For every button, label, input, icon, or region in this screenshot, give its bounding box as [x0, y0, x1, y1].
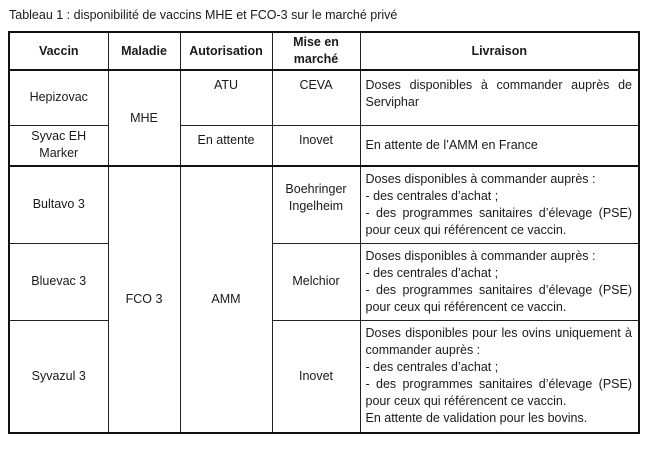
cell-maladie-mhe: MHE	[108, 70, 180, 166]
livraison-line: - des programmes sanitaires d’élevage (PSE) pour ceux qui référencent ce vaccin.	[365, 377, 632, 409]
cell-mise-line-1: Boehringer	[285, 182, 347, 196]
cell-mise-en-marche: Inovet	[272, 320, 360, 433]
cell-mise-en-marche: CEVA	[272, 70, 360, 125]
cell-mise-en-marche	[272, 166, 360, 243]
livraison-line: - des centrales d’achat ;	[365, 265, 499, 280]
cell-autorisation-amm: AMM	[180, 166, 272, 433]
cell-livraison: En attente de l’AMM en France	[360, 125, 639, 166]
cell-maladie-fco: FCO 3	[108, 166, 180, 433]
header-maladie: Maladie	[108, 32, 180, 70]
header-vaccin: Vaccin	[9, 32, 108, 70]
header-mise-line-2: marché	[293, 52, 339, 66]
livraison-line: - des programmes sanitaires d’élevage (PSE) pour ceux qui référencent ce vaccin.	[365, 205, 632, 237]
header-mise-line-1: Mise en	[293, 35, 339, 49]
table-header-row	[9, 32, 639, 70]
livraison-line: Doses disponibles pour les ovins uniquement à commander auprès :	[365, 326, 632, 358]
cell-livraison	[360, 243, 639, 320]
livraison-line: - des programmes sanitaires d’élevage (PSE) pour ceux qui référencent ce vaccin.	[365, 282, 632, 314]
cell-vaccin: Hepizovac	[9, 70, 108, 125]
cell-livraison	[360, 320, 639, 433]
vaccine-table	[8, 31, 640, 434]
livraison-line: - des centrales d’achat ;	[365, 360, 499, 375]
table-caption: Tableau 1 : disponibilité de vaccins MHE et FCO-3 sur le marché privé	[9, 8, 398, 22]
cell-vaccin	[9, 125, 108, 166]
table-row	[9, 243, 639, 320]
cell-vaccin-line-1: Syvac EH	[31, 129, 87, 144]
cell-livraison	[360, 166, 639, 243]
cell-livraison: Doses disponibles à commander auprès de Serviphar	[360, 70, 639, 125]
cell-mise-en-marche: Melchior	[272, 243, 360, 320]
cell-vaccin: Syvazul 3	[9, 320, 108, 433]
cell-autorisation: En attente	[180, 125, 272, 166]
cell-mise-en-marche: Inovet	[272, 125, 360, 166]
header-livraison: Livraison	[360, 32, 639, 70]
table-row	[9, 320, 639, 433]
table-row	[9, 125, 639, 166]
header-autorisation: Autorisation	[180, 32, 272, 70]
livraison-line: - des centrales d’achat ;	[365, 188, 499, 203]
livraison-line: Doses disponibles à commander auprès :	[365, 248, 596, 263]
table-row	[9, 70, 639, 125]
cell-vaccin-line-2: Marker	[39, 146, 79, 161]
table-row	[9, 166, 639, 243]
cell-vaccin: Bultavo 3	[9, 166, 108, 243]
cell-mise-line-2: Ingelheim	[288, 199, 344, 213]
livraison-line: Doses disponibles à commander auprès :	[365, 171, 596, 186]
cell-autorisation: ATU	[180, 70, 272, 125]
livraison-line: En attente de validation pour les bovins.	[365, 411, 588, 426]
header-mise-en-marche	[272, 32, 360, 70]
cell-vaccin: Bluevac 3	[9, 243, 108, 320]
